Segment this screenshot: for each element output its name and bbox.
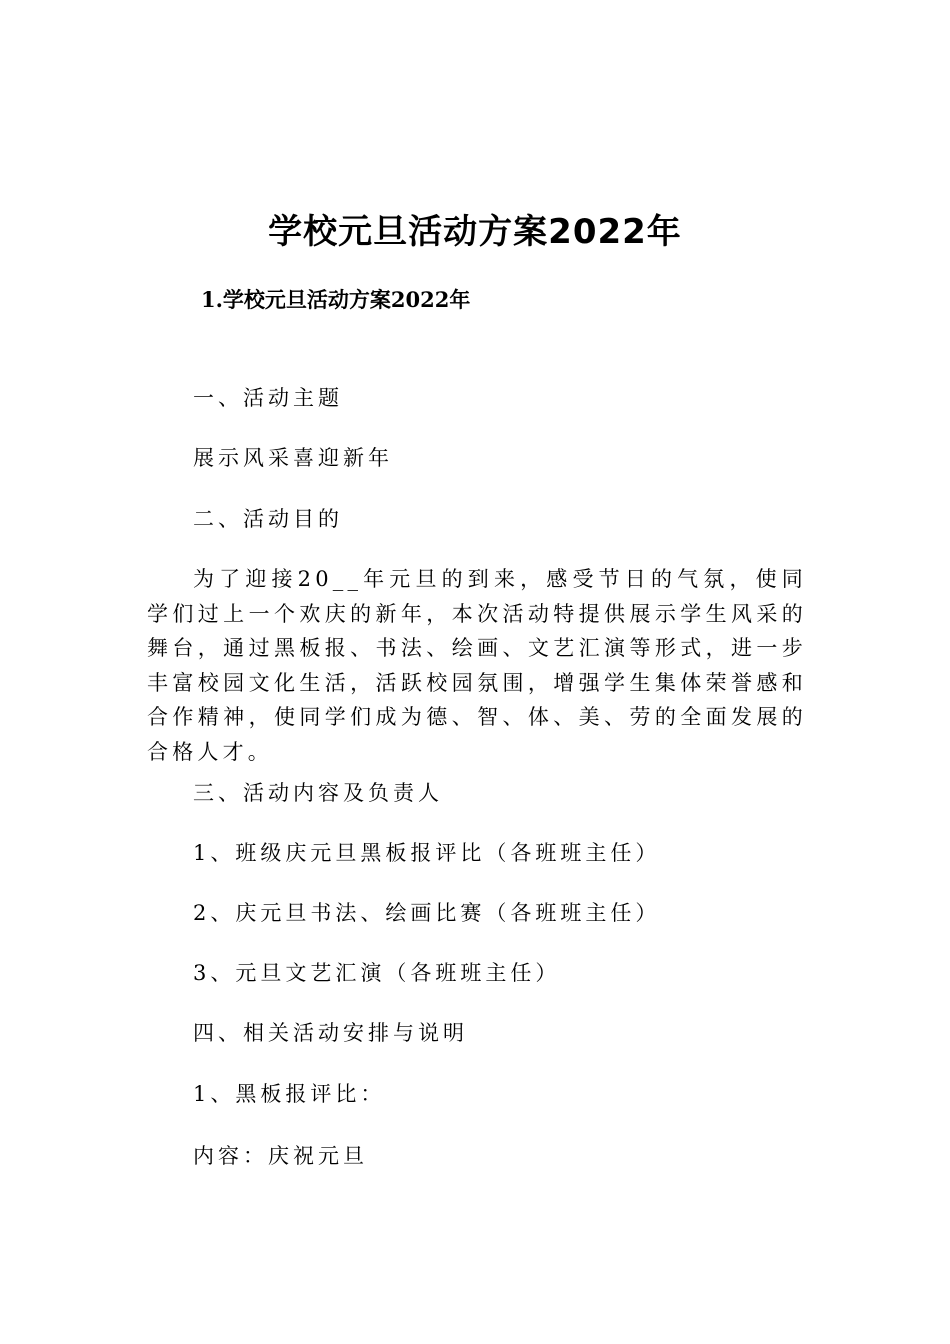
section-heading: 1.学校元旦活动方案2022年	[201, 287, 471, 312]
heading-arrangements: 四、相关活动安排与说明	[193, 1021, 468, 1045]
purpose-paragraph: 为了迎接20__年元旦的到来，感受节日的气氛，使同学们过上一个欢庆的新年，本次活动特提供展示学生风采的舞台，通过黑板报、书法、绘画、文艺汇演等形式，进一步丰富校园文化生活，活跃校园氛围，增强学生集体荣誉感和合作精神，使同学们成为德、智、体、美、劳的全面发展的合格人才。	[147, 567, 807, 764]
arrangement-content: 内容：庆祝元旦	[193, 1144, 368, 1168]
heading-theme: 一、活动主题	[193, 386, 343, 410]
document-title: 学校元旦活动方案2022年	[268, 212, 682, 252]
content-item-2: 2、庆元旦书法、绘画比赛（各班班主任）	[193, 901, 661, 925]
theme-text: 展示风采喜迎新年	[193, 446, 393, 470]
arrangement-item-1: 1、黑板报评比：	[193, 1082, 386, 1106]
heading-content: 三、活动内容及负责人	[193, 781, 443, 805]
heading-purpose: 二、活动目的	[193, 507, 343, 531]
content-item-1: 1、班级庆元旦黑板报评比（各班班主任）	[193, 841, 661, 865]
content-item-3: 3、元旦文艺汇演（各班班主任）	[193, 961, 561, 985]
